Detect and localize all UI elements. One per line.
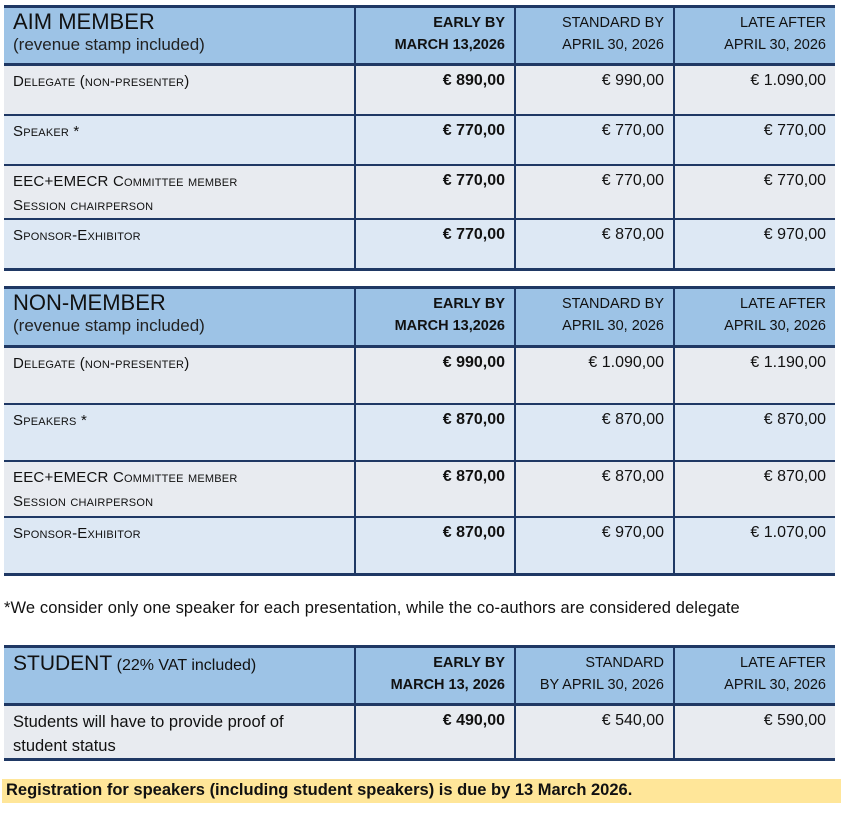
- column-header-line: STANDARD BY: [561, 15, 664, 31]
- column-header-line: EARLY BY: [433, 655, 505, 671]
- aim-member-title-cell: [4, 7, 355, 65]
- row-label: [4, 165, 355, 219]
- price-early: € 890,00: [355, 65, 515, 115]
- student-header-row: [4, 647, 835, 705]
- column-header-line: MARCH 13, 2026: [390, 677, 505, 693]
- speaker-registration-deadline-notice: Registration for speakers (including student speakers) is due by 13 March 2026.: [2, 779, 841, 803]
- row-label: [4, 517, 355, 575]
- speaker-footnote: *We consider only one speaker for each presentation, while the co-authors are considered delegate: [4, 599, 740, 617]
- row-label: [4, 65, 355, 115]
- price-standard: € 870,00: [515, 461, 674, 517]
- price-standard: € 870,00: [515, 219, 674, 270]
- price-early: € 870,00: [355, 461, 515, 517]
- price-standard: € 970,00: [515, 517, 674, 575]
- column-header-line: EARLY BY: [433, 15, 505, 31]
- row-label-line: Sponsor-Exhibitor: [13, 226, 141, 244]
- section-subtitle: (revenue stamp included): [13, 316, 205, 335]
- row-label: [4, 115, 355, 165]
- table-row: [4, 461, 835, 517]
- non-member-fee-table: [4, 286, 835, 576]
- table-row: [4, 347, 835, 404]
- column-header-early: [355, 288, 515, 347]
- table-row: [4, 219, 835, 270]
- price-standard: € 1.090,00: [515, 347, 674, 404]
- row-label-line: student status: [13, 737, 116, 755]
- column-header-standard: [515, 288, 674, 347]
- column-header-late: [674, 647, 835, 705]
- row-label-line: Students will have to provide proof of: [13, 713, 284, 731]
- row-label-line: Sponsor-Exhibitor: [13, 524, 141, 542]
- price-standard: € 870,00: [515, 404, 674, 461]
- row-label: [4, 347, 355, 404]
- column-header-line: APRIL 30, 2026: [724, 677, 826, 693]
- row-label-line: EEC+EMECR Committee member: [13, 468, 238, 486]
- price-standard: € 990,00: [515, 65, 674, 115]
- price-late: € 770,00: [674, 165, 835, 219]
- column-header-line: STANDARD: [585, 655, 664, 671]
- aim-member-header-row: [4, 7, 835, 65]
- non-member-title-cell: [4, 288, 355, 347]
- row-label-line: Delegate (non-presenter): [13, 355, 190, 372]
- column-header-line: APRIL 30, 2026: [562, 37, 664, 53]
- column-header-line: MARCH 13,2026: [394, 318, 505, 334]
- table-row: [4, 404, 835, 461]
- column-header-line: STANDARD BY: [561, 296, 664, 312]
- section-subtitle: (revenue stamp included): [13, 35, 205, 54]
- price-late: € 770,00: [674, 115, 835, 165]
- column-header-late: [674, 288, 835, 347]
- student-fee-table: [4, 645, 835, 761]
- column-header-line: BY APRIL 30, 2026: [539, 677, 664, 693]
- price-standard: € 540,00: [515, 705, 674, 760]
- column-header-standard: [515, 647, 674, 705]
- price-late: € 870,00: [674, 461, 835, 517]
- price-early: € 770,00: [355, 165, 515, 219]
- price-late: € 870,00: [674, 404, 835, 461]
- section-title: AIM MEMBER: [13, 9, 155, 34]
- row-label: [4, 404, 355, 461]
- column-header-early: [355, 647, 515, 705]
- aim-member-fee-table: [4, 5, 835, 271]
- price-late: € 1.070,00: [674, 517, 835, 575]
- price-early: € 770,00: [355, 219, 515, 270]
- column-header-line: LATE AFTER: [740, 296, 826, 312]
- price-early: € 490,00: [355, 705, 515, 760]
- row-label-line: Session chairperson: [13, 196, 154, 214]
- row-label: [4, 705, 355, 760]
- column-header-line: LATE AFTER: [740, 655, 826, 671]
- price-standard: € 770,00: [515, 165, 674, 219]
- price-late: € 970,00: [674, 219, 835, 270]
- price-late: € 1.190,00: [674, 347, 835, 404]
- table-row: [4, 517, 835, 575]
- row-label-line: Session chairperson: [13, 492, 154, 510]
- price-early: € 990,00: [355, 347, 515, 404]
- column-header-late: [674, 7, 835, 65]
- table-row: [4, 65, 835, 115]
- table-row: [4, 115, 835, 165]
- price-late: € 1.090,00: [674, 65, 835, 115]
- column-header-line: APRIL 30, 2026: [724, 37, 826, 53]
- column-header-line: EARLY BY: [433, 296, 505, 312]
- column-header-line: MARCH 13,2026: [394, 37, 505, 53]
- section-title: STUDENT: [13, 652, 113, 675]
- price-early: € 770,00: [355, 115, 515, 165]
- column-header-line: LATE AFTER: [740, 15, 826, 31]
- non-member-header-row: [4, 288, 835, 347]
- student-title-cell: [4, 647, 355, 705]
- row-label-line: Speaker *: [13, 122, 80, 140]
- row-label: [4, 461, 355, 517]
- column-header-line: APRIL 30, 2026: [724, 318, 826, 334]
- row-label-line: EEC+EMECR Committee member: [13, 172, 238, 190]
- row-label-line: Delegate (non-presenter): [13, 73, 190, 90]
- price-early: € 870,00: [355, 404, 515, 461]
- price-early: € 870,00: [355, 517, 515, 575]
- row-label: [4, 219, 355, 270]
- column-header-standard: [515, 7, 674, 65]
- section-subtitle: (22% VAT included): [112, 657, 257, 674]
- section-title: NON-MEMBER: [13, 290, 166, 315]
- price-late: € 590,00: [674, 705, 835, 760]
- table-row: [4, 705, 835, 760]
- column-header-early: [355, 7, 515, 65]
- column-header-line: APRIL 30, 2026: [562, 318, 664, 334]
- price-standard: € 770,00: [515, 115, 674, 165]
- table-row: [4, 165, 835, 219]
- row-label-line: Speakers *: [13, 411, 87, 429]
